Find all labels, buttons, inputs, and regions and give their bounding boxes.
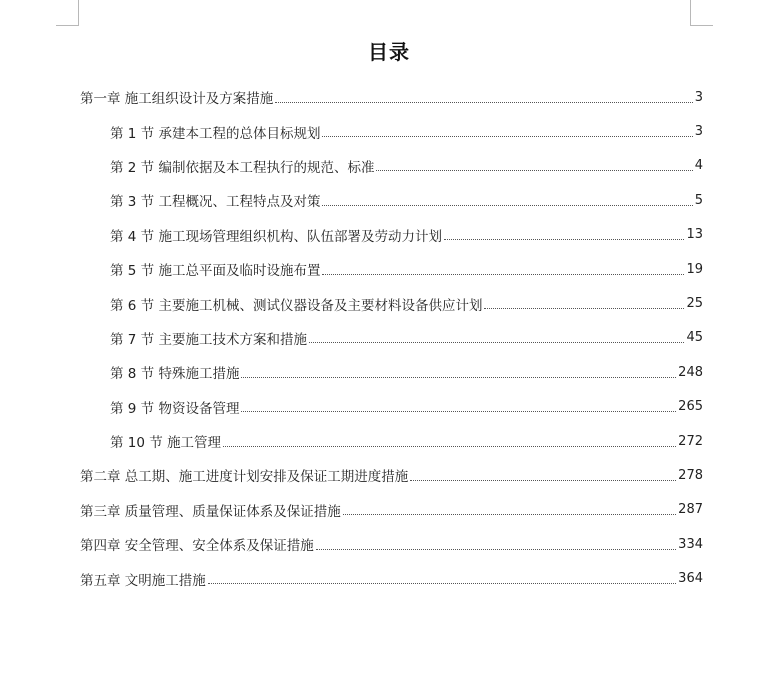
toc-section-entry[interactable] — [80, 218, 703, 252]
toc-entry-number: 第三章 — [80, 503, 121, 520]
toc-entry-number: 第 4 节 — [110, 228, 155, 245]
toc-chapter-entry[interactable] — [80, 527, 703, 561]
toc-section-entry[interactable] — [80, 149, 703, 183]
toc-page-number: 278 — [678, 467, 703, 483]
toc-section-entry[interactable] — [80, 183, 703, 217]
toc-entry-number: 第 5 节 — [110, 263, 155, 280]
toc-entry-text: 文明施工措施 — [124, 572, 206, 589]
toc-page-number: 4 — [694, 158, 703, 174]
toc-dot-leader — [322, 204, 692, 206]
toc-section-entry[interactable] — [80, 286, 703, 320]
toc-entry-number: 第 3 节 — [110, 194, 155, 211]
toc-section-entry[interactable] — [80, 114, 703, 148]
toc-entry-text: 物资设备管理 — [158, 400, 240, 417]
toc-dot-leader — [343, 513, 676, 515]
toc-section-entry[interactable] — [80, 252, 703, 286]
toc-entry-text: 安全管理、安全体系及保证措施 — [124, 538, 314, 555]
toc-entry-number: 第 9 节 — [110, 400, 155, 417]
toc-dot-leader — [208, 582, 676, 584]
toc-section-entry[interactable] — [80, 355, 703, 389]
toc-page-number: 19 — [686, 261, 703, 277]
table-of-contents — [80, 80, 703, 596]
toc-entry-number: 第 6 节 — [110, 297, 155, 314]
toc-entry-text: 主要施工机械、测试仪器设备及主要材料设备供应计划 — [158, 297, 483, 314]
toc-section-entry[interactable] — [80, 390, 703, 424]
toc-entry-text: 承建本工程的总体目标规划 — [158, 125, 321, 142]
toc-entry-text: 工程概况、工程特点及对策 — [158, 194, 321, 211]
toc-title: 目录 — [368, 40, 410, 64]
crop-mark-top-left — [56, 0, 79, 26]
toc-dot-leader — [322, 273, 684, 275]
toc-entry-number: 第五章 — [80, 572, 121, 589]
toc-entry-number: 第 1 节 — [110, 125, 155, 142]
toc-dot-leader — [275, 101, 692, 103]
toc-page-number: 45 — [686, 330, 703, 346]
toc-dot-leader — [241, 376, 676, 378]
toc-page-number: 287 — [678, 502, 703, 518]
toc-page-number: 272 — [678, 433, 703, 449]
toc-entry-number: 第一章 — [80, 91, 121, 108]
toc-dot-leader — [484, 307, 684, 309]
toc-dot-leader — [309, 341, 684, 343]
toc-entry-text: 施工组织设计及方案措施 — [124, 91, 274, 108]
toc-page-number: 3 — [694, 124, 703, 140]
toc-entry-number: 第 2 节 — [110, 159, 155, 176]
toc-dot-leader — [316, 548, 676, 550]
toc-entry-text: 编制依据及本工程执行的规范、标准 — [158, 159, 375, 176]
toc-dot-leader — [223, 445, 676, 447]
toc-entry-number: 第 7 节 — [110, 331, 155, 348]
toc-entry-text: 总工期、施工进度计划安排及保证工期进度措施 — [124, 469, 409, 486]
toc-page-number: 364 — [678, 571, 703, 587]
toc-entry-text: 质量管理、质量保证体系及保证措施 — [124, 503, 341, 520]
toc-page-number: 248 — [678, 364, 703, 380]
toc-chapter-entry[interactable] — [80, 458, 703, 492]
toc-chapter-entry[interactable] — [80, 80, 703, 114]
toc-dot-leader — [241, 410, 676, 412]
toc-entry-number: 第二章 — [80, 469, 121, 486]
toc-page-number: 5 — [694, 192, 703, 208]
toc-entry-text: 主要施工技术方案和措施 — [158, 331, 307, 348]
toc-section-entry[interactable] — [80, 424, 703, 458]
toc-entry-number: 第 10 节 — [110, 435, 163, 452]
toc-entry-text: 特殊施工措施 — [158, 366, 240, 383]
toc-entry-text: 施工总平面及临时设施布置 — [158, 263, 321, 280]
toc-page-number: 334 — [678, 536, 703, 552]
toc-dot-leader — [410, 479, 676, 481]
crop-mark-top-right — [690, 0, 713, 26]
toc-chapter-entry[interactable] — [80, 561, 703, 595]
toc-page-number: 3 — [694, 89, 703, 105]
toc-entry-text: 施工现场管理组织机构、队伍部署及劳动力计划 — [158, 228, 442, 245]
toc-entry-number: 第 8 节 — [110, 366, 155, 383]
toc-page-number: 25 — [686, 296, 703, 312]
toc-entry-text: 施工管理 — [167, 435, 222, 452]
toc-page-number: 13 — [686, 227, 703, 243]
toc-chapter-entry[interactable] — [80, 493, 703, 527]
toc-dot-leader — [322, 135, 692, 137]
toc-dot-leader — [444, 238, 684, 240]
toc-dot-leader — [376, 169, 692, 171]
toc-section-entry[interactable] — [80, 321, 703, 355]
toc-entry-number: 第四章 — [80, 538, 121, 555]
toc-page-number: 265 — [678, 399, 703, 415]
